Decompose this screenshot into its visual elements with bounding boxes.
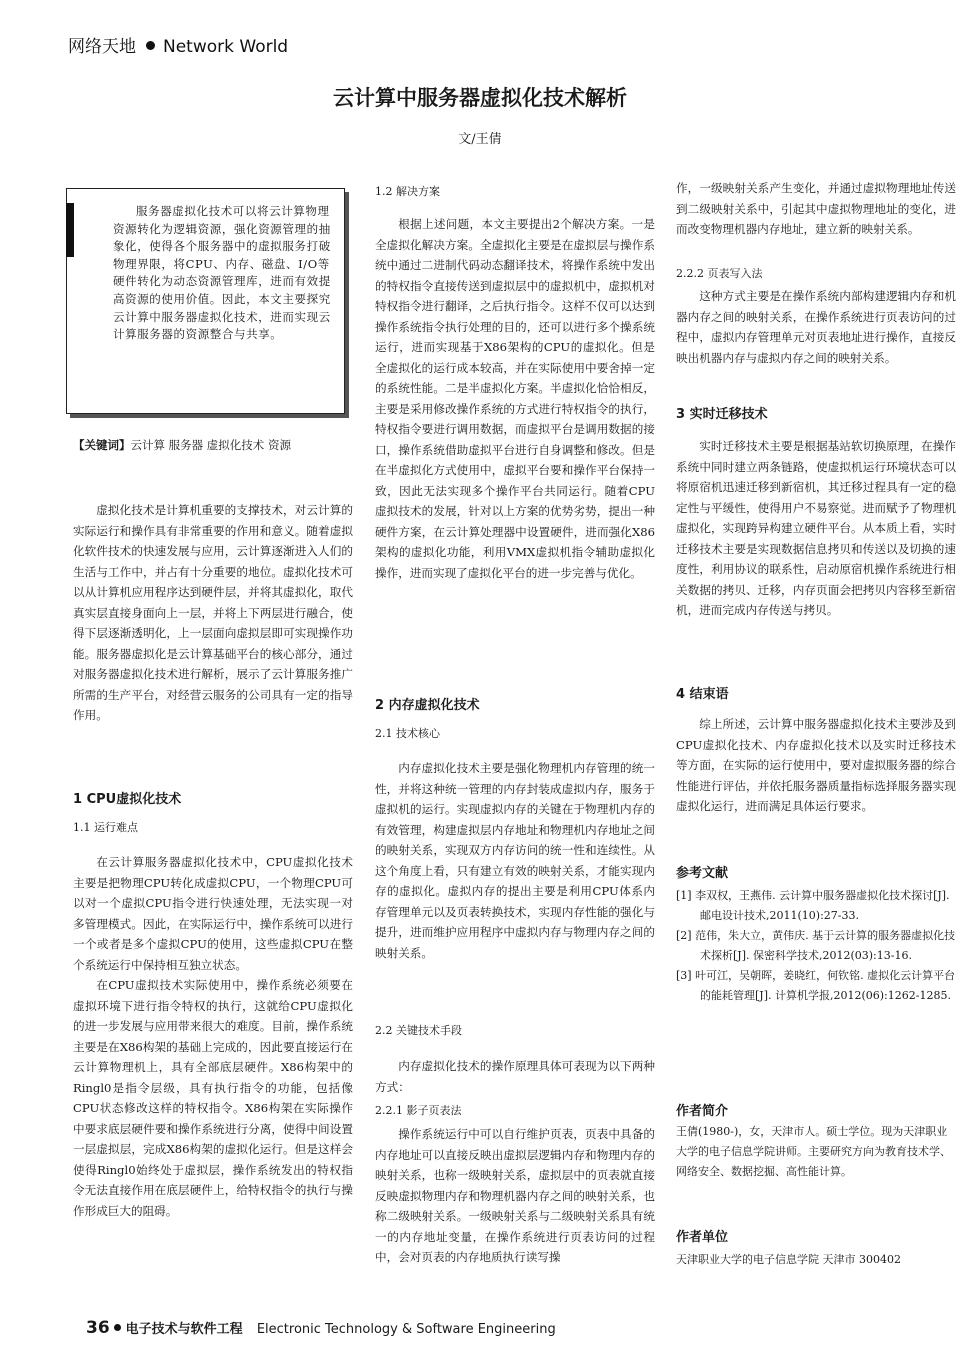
keywords — [73, 437, 353, 453]
subsection-heading-2-2: 2.2 关键技术手段 — [375, 1024, 462, 1037]
subsection-heading-2-2-1: 2.2.1 影子页表法 — [375, 1104, 462, 1117]
subsection-heading-2-2-2: 2.2.2 页表写入法 — [676, 267, 763, 280]
paragraph-2-2-1-text: 操作系统运行中可以自行维护页表，页表中具备的内存地址可以直接反映出虚拟层逻辑内存和物理内存的映射关系，也称一级映射关系，虚拟层中的页表就直接反映虚拟物理内存和物理机器内存之间的映射关系，也称二级映射关系。一级映射关系与二级映射关系具有统一的内存地址变量，在操作系统进行页表访问的过程中，会对页表的内存地质执行读写操 — [375, 1127, 655, 1264]
article-author: 文/王倩 — [458, 132, 502, 147]
reference-item: [1] 李双权，王燕伟. 云计算中服务器虚拟化技术探讨[J]. 邮电设计技术,2011(10):27-33. — [676, 889, 950, 922]
author-bio-title: 作者简介 — [676, 1104, 729, 1119]
article-title: 云计算中服务器虚拟化技术解析 — [333, 86, 627, 110]
paragraph-1-1b: 在CPU虚拟技术实际使用中，操作系统必须要在虚拟环境下进行指令特权的执行，这就给CPU虚拟化的进一步发展与应用带来很大的难度。目前，操作系统主要是在X86构架的基础上完成的，因此要直接运行在云计算物理机上，具有全部底层硬件。X86构架中的Ringl0是指令层级，具有执行指令的功能，包括像CPU状态修改这样的特权指令。X86构架在实际操作中要求底层硬件要和操作系统进行分离，使得中间设置一层虚拟层，完成X86构架的虚拟化运行。但是这样会使得Ringl0始终处于虚拟层，操作系统发出的特权指令无法直接作用在底层硬件上，给特权指令的执行与操作形成巨大的阻碍。 — [73, 978, 353, 1218]
paragraph-continued-text: 作，一级映射关系产生变化，并通过虚拟物理地址传送到二级映射关系中，引起其中虚拟物理地址的变化，进而改变物理机器内存地址，建立新的映射关系。 — [676, 181, 956, 236]
paragraph-3 — [676, 436, 956, 621]
page-number: 36 — [86, 1318, 110, 1338]
paragraph-2-2-1-continued — [676, 178, 956, 240]
paragraph-2-2-2 — [676, 286, 956, 368]
paragraph-4 — [676, 714, 956, 817]
page-footer — [86, 1318, 556, 1338]
section-heading-2: 2 内存虚拟化技术 — [375, 698, 480, 713]
author-unit-title: 作者单位 — [676, 1230, 729, 1245]
paragraph-1-1 — [73, 852, 353, 1221]
reference-item: [3] 叶可江，吴朝晖，姜晓红，何钦铭. 虚拟化云计算平台的能耗管理[J]. 计算机学报,2012(06):1262-1285. — [676, 969, 956, 1002]
keywords-text: 云计算 服务器 虚拟化技术 资源 — [130, 438, 291, 452]
subsection-heading-2-1: 2.1 技术核心 — [375, 727, 440, 740]
intro-paragraph — [73, 500, 353, 726]
subsection-heading-1-1: 1.1 运行难点 — [73, 821, 138, 834]
intro-text: 虚拟化技术是计算机重要的支撑技术，对云计算的实际运行和操作具有非常重要的作用和意义。随着虚拟化软件技术的快速发展与应用，云计算逐渐进入人们的生活与工作中，并占有十分重要的地位。虚拟化技术可以从计算机应用程序达到硬件层，并将其虚拟化，取代真实层直接身面向上一层，并将上下两层进行融合，使得下层逐渐透明化，上一层面向虚拟层即可实现操作功能。服务器虚拟化是云计算基础平台的核心部分，通过对服务器虚拟化技术进行解析，展示了云计算服务推广所需的生产平台，对经营云服务的公司具有一定的指导作用。 — [73, 503, 353, 722]
paragraph-2-2-2-text: 这种方式主要是在操作系统内部构建逻辑内存和机器内存之间的映射关系，在操作系统进行页表访问的过程中，虚拟内存管理单元对页表地址进行操作，直接反映出机器内存与虚拟内存之间的映射关系。 — [676, 289, 956, 365]
abstract-marker — [66, 203, 74, 257]
paragraph-2-2-1 — [375, 1124, 655, 1268]
abstract-text: 服务器虚拟化技术可以将云计算物理资源转化为逻辑资源，强化资源管理的抽象化，使得各个服务器中的虚拟服务打破物理界限，将CPU、内存、磁盘、I/O等硬件转化为动态资源管理库，进而有效提高资源的使用价值。因此，本文主要探究云计算中服务器虚拟化技术，进而实现云计算服务器的资源整合与共享。 — [113, 204, 331, 342]
references-list — [676, 886, 956, 1006]
paragraph-2-1-text: 内存虚拟化技术主要是强化物理机内存管理的统一性，并将这种统一管理的内存封装成虚拟内存，服务于虚拟机的运行。实现虚拟内存的关键在于物理机内存的有效管理，构建虚拟层内存地址和物理机内存地址之间的映射关系，实现双方内存访问的统一性和连续性。从这个角度上看，只有建立有效的映射关系，才能实现内存的虚拟化。虚拟内存的提出主要是利用CPU体系内存管理单元以及页表转换技术，实现内存性能的强化与提升，进而维护应用程序中虚拟内存与物理内存之间的映射关系。 — [375, 761, 655, 960]
keywords-label: 【关键词】 — [73, 438, 131, 452]
subsection-heading-1-2: 1.2 解决方案 — [375, 185, 440, 198]
journal-name-cn: 电子技术与软件工程 — [125, 1322, 243, 1337]
bullet-icon — [114, 1324, 121, 1331]
section-heading-4: 4 结束语 — [676, 687, 729, 702]
journal-name-en: Electronic Technology & Software Engineering — [256, 1322, 556, 1337]
author-bio: 王倩(1980-)，女，天津市人。硕士学位。现为天津职业大学的电子信息学院讲师。主要研究方向为教育技术学、网络安全、数据挖掘、高性能计算。 — [676, 1125, 951, 1178]
paragraph-4-text: 综上所述，云计算中服务器虚拟化技术主要涉及到CPU虚拟化技术、内存虚拟化技术以及实时迁移技术等方面，在实际的运行使用中，要对虚拟服务器的综合性能进行评估，并依托服务器质量指标选择服务器实现虚拟化运行，进而满足具体运行要求。 — [676, 717, 956, 813]
reference-item: [2] 范伟，朱大立，黄伟庆. 基于云计算的服务器虚拟化技术探析[J]. 保密科学技术,2012(03):13-16. — [676, 929, 956, 962]
section-name-en: Network World — [163, 37, 289, 57]
section-name-cn: 网络天地 — [68, 37, 136, 57]
paragraph-1-2 — [375, 214, 655, 583]
author-unit: 天津职业大学的电子信息学院 天津市 300402 — [676, 1253, 901, 1266]
paragraph-1-1a: 在云计算服务器虚拟化技术中，CPU虚拟化技术主要是把物理CPU转化成虚拟CPU，一个物理CPU可以对一个虚拟CPU指令进行快速处理，无法实现一对多管理模式。因此，在实际运行中，操作系统可以进行一个或者是多个虚拟CPU的使用，这些虚拟CPU在整个系统运行中保持相互独立状态。 — [73, 855, 353, 972]
bullet-icon — [146, 41, 155, 50]
paragraph-2-1 — [375, 758, 655, 963]
section-heading-3: 3 实时迁移技术 — [676, 407, 768, 422]
references-title: 参考文献 — [676, 866, 729, 881]
paragraph-3-text: 实时迁移技术主要是根据基站软切换原理，在操作系统中同时建立两条链路，使虚拟机运行环境状态可以将原宿机迅速迁移到新宿机，其迁移过程具有一定的稳定性与平缓性，使得用户不易察觉。进而赋予了物理机虚拟化，实现跨异构建立硬件平台。从本质上看，实时迁移技术主要是实现数据信息拷贝和传送以及切换的速度性，利用协议的联系性，启动原宿机操作系统进行相关数据的拷贝、迁移，内存页面会把拷贝内容移至新宿机，进而完成内存传送与拷贝。 — [676, 439, 956, 617]
section-heading-1: 1 CPU虚拟化技术 — [73, 792, 182, 807]
section-header — [68, 32, 288, 57]
paragraph-1-2-text: 根据上述问题，本文主要提出2个解决方案。一是全虚拟化解决方案。全虚拟化主要是在虚拟层与操作系统中通过二进制代码动态翻译技术，将操作系统中发出的特权指令直接传送到虚拟层中的虚拟机中，虚拟机对特权指令进行翻译，之后执行指令。这样不仅可以达到操作系统指令执行处理的目的，还可以进行多个操系统运行，进而实现基于X86架构的CPU的虚拟化。但是全虚拟化的运行成本较高，并在实际使用中要舍掉一定的系统性能。二是半虚拟化方案。半虚拟化恰恰相反，主要是采用修改操作系统的方式进行特权指令的执行，特权指令要进行调用数据，而虚拟平台是调用数据的接口，操作系统借助虚拟平台进行自身调整和修改。但是在半虚拟化方式使用中，虚拟平台要和操作平台保持一致，因此无法实现多个操作平台共同运行。随着CPU虚拟技术的发展，针对以上方案的优势劣势，提出一种硬件方案，在云计算处理器中设置硬件，进而强化X86架构的虚拟化功能，利用VMX虚拟机指令辅助虚拟化操作，进而实现了虚拟化平台的进一步完善与优化。 — [375, 217, 655, 580]
abstract-box — [66, 188, 345, 414]
paragraph-2-2-text: 内存虚拟化技术的操作原理具体可表现为以下两种方式： — [375, 1059, 655, 1094]
paragraph-2-2 — [375, 1056, 655, 1097]
